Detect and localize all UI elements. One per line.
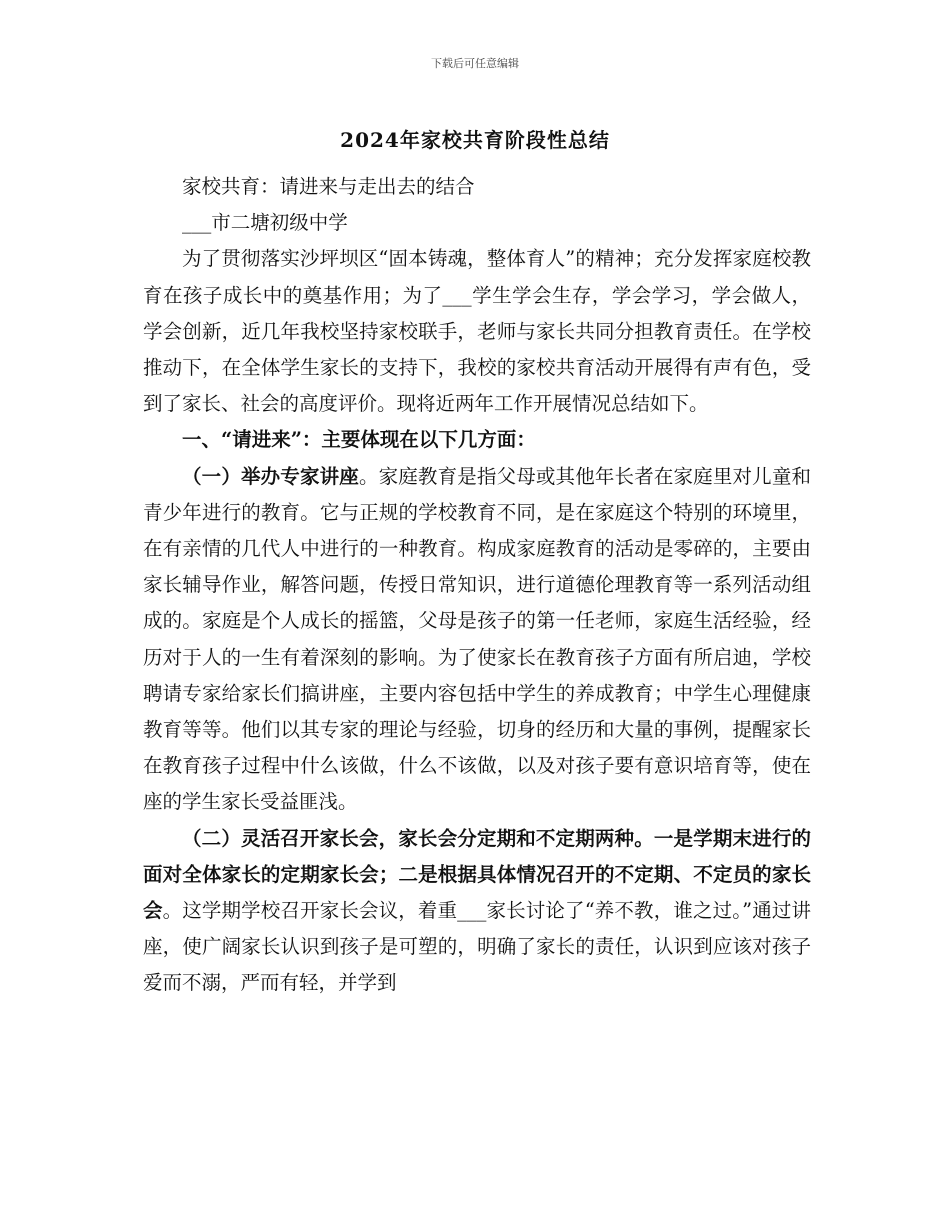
- page-header-note: 下载后可任意编辑: [431, 57, 519, 70]
- item-1-text: 。家庭教育是指父母或其他年长者在家庭里对儿童和青少年进行的教育。它与正规的学校教育不同，是在家庭这个特别的环境里，在有亲情的几代人中进行的一种教育。构成家庭教育的活动是零碎的，主要由家长辅导作业，解答问题，传授日常知识，进行道德伦理教育等一系列活动组成的。家庭是个人成长的摇篮，父母是孩子的第一任老师，家庭生活经验，经历对于人的一生有着深刻的影响。为了使家长在教育孩子方面有所启迪，学校聘请专家给家长们搞讲座，主要内容包括中学生的养成教育；中学生心理健康教育等等。他们以其专家的理论与经验，切身的经历和大量的事例，提醒家长在教育孩子过程中什么该做，什么不该做，以及对孩子要有意识培育等，使在座的学生家长受益匪浅。: [143, 464, 811, 814]
- document-title: 2024年家校共育阶段性总结: [340, 128, 610, 152]
- section-heading: 一、“请进来”：主要体现在以下几方面：: [182, 428, 536, 452]
- subtitle-line: 家校共育：请进来与走出去的结合: [182, 175, 475, 198]
- item-2-paragraph: [143, 821, 811, 1002]
- item-2-label: （二）灵活召开家长会，家长会分定期和不定期两种。一是学期末进行的面对全体家长的定期家长会；二是根据具体情况召开的不定期、不定员的家长会: [143, 826, 811, 923]
- school-line: ___市二塘初级中学: [182, 211, 348, 235]
- document-body: [143, 169, 811, 1002]
- item-2-text: 。这学期学校召开家长会议，着重___家长讨论了“养不教，谁之过。”通过讲座，使广阔家长认识到孩子是可塑的，明确了家长的责任，认识到应该对孩子爱而不溺，严而有轻，并学到: [143, 899, 811, 995]
- item-1-paragraph: [143, 459, 811, 821]
- item-1-label: （一）举办专家讲座: [182, 464, 359, 488]
- intro-paragraph: 为了贯彻落实沙坪坝区“固本铸魂，整体育人”的精神；充分发挥家庭校教育在孩子成长中的奠基作用；为了___学生学会生存，学会学习，学会做人，学会创新，近几年我校坚持家校联手，老师与家长共同分担教育责任。在学校推动下，在全体学生家长的支持下，我校的家校共育活动开展得有声有色，受到了家长、社会的高度评价。现将近两年工作开展情况总结如下。: [143, 247, 811, 416]
